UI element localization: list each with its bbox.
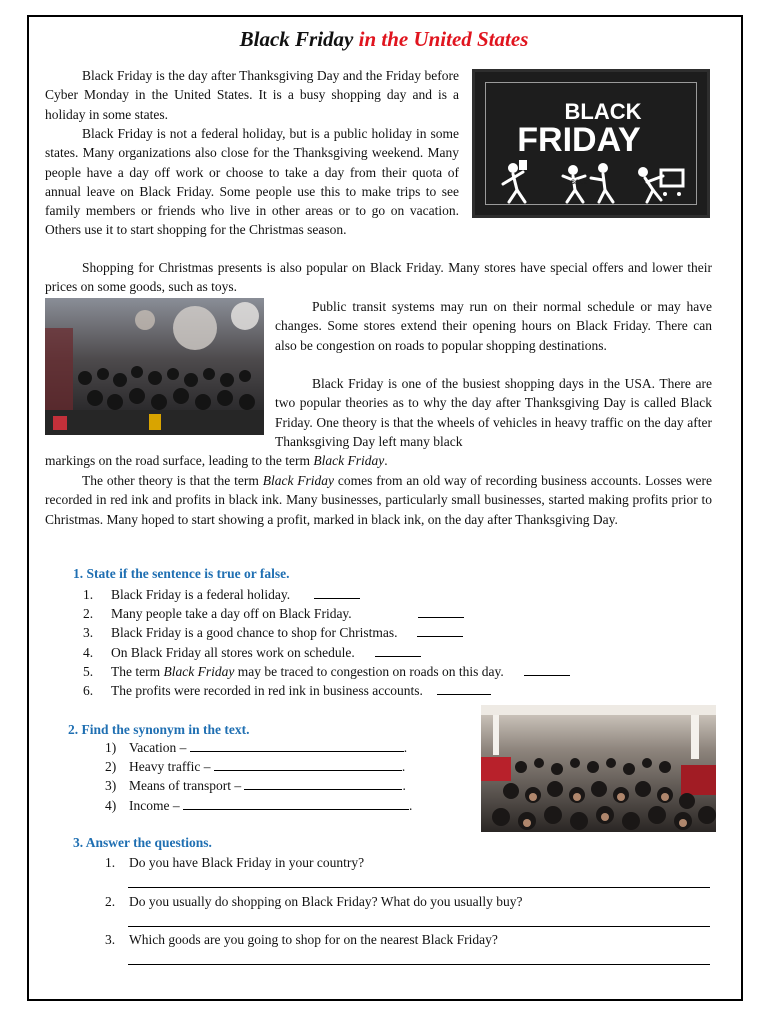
item-end: . — [403, 740, 408, 755]
paragraph-5: Black Friday is one of the busiest shopping days in the USA. There are two popular theories as to why the day after Thanksgiving Day is called Black Friday. One theory is that the wheels of vehicles in heavy traffic on the day after Thanksgiving Day left many black — [275, 376, 712, 449]
list-item — [83, 643, 570, 662]
logo-text-black: BLACK — [564, 99, 642, 124]
item-text: Do you usually do shopping on Black Friday? What do you usually buy? — [129, 894, 523, 909]
item-end: . — [408, 797, 413, 813]
item-number: 1. — [105, 855, 116, 870]
answer-blank[interactable] — [418, 605, 464, 618]
item-text: Many people take a day off on Black Friday. — [111, 606, 352, 622]
item-number: 2) — [105, 759, 117, 775]
crowd-photo-mall — [45, 298, 264, 435]
item-number: 1. — [83, 587, 94, 602]
task3-q1 — [105, 853, 364, 872]
paragraph-2: Black Friday is not a federal holiday, but is a public holiday in some states. Many organizations also close for the Thanksgiving weekend. Many people have a day off work or choose to take a day from their quota of annual leave on Black Friday. Some people use this to make trips to see family members or friends who live in other areas or to go on vacation. Others use it to start shopping for the Christmas season. — [45, 126, 459, 238]
title-red: in the United States — [358, 27, 529, 51]
item-number: 5. — [83, 663, 94, 679]
task3-q3 — [105, 930, 498, 949]
item-text: Which goods are you going to shop for on the nearest Black Friday? — [129, 932, 498, 947]
paragraph-1: Black Friday is the day after Thanksgiving Day and the Friday before Cyber Monday in the United States. It is a busy shopping day and is a holiday in some states. — [45, 68, 459, 122]
paragraph-6 — [45, 471, 712, 529]
item-text: The profits were recorded in red ink in business accounts. — [111, 683, 423, 699]
list-item — [83, 585, 570, 604]
list-item — [105, 757, 412, 776]
item-number: 1) — [105, 740, 117, 755]
item-number: 6. — [83, 683, 94, 699]
item-text: Income – — [129, 797, 183, 813]
item-term: Black Friday — [163, 663, 235, 679]
crowd-photo-image — [45, 298, 264, 435]
answer-blank[interactable] — [314, 586, 360, 599]
item-end: . — [401, 759, 406, 775]
list-item — [105, 796, 412, 815]
task3-heading: 3. Answer the questions. — [73, 835, 212, 850]
item-text: Means of transport – — [129, 778, 245, 794]
list-item — [83, 623, 570, 642]
item-number: 3. — [83, 625, 94, 641]
item-number: 4) — [105, 797, 117, 813]
answer-blank[interactable] — [190, 739, 404, 752]
task1-list — [83, 585, 570, 700]
page-title — [0, 27, 768, 52]
answer-blank[interactable] — [214, 758, 402, 771]
item-text: Heavy traffic – — [129, 759, 214, 775]
answer-blank[interactable] — [375, 644, 421, 657]
answer-line-3[interactable] — [128, 964, 710, 965]
list-item — [105, 738, 412, 757]
task3-q2 — [105, 892, 522, 911]
item-number: 3) — [105, 778, 117, 794]
item-number: 3. — [105, 932, 116, 947]
title-black: Black Friday — [239, 27, 354, 51]
item-text: On Black Friday all stores work on schedule. — [111, 644, 355, 660]
p6-term: Black Friday — [262, 473, 335, 488]
item-text: Black Friday is a good chance to shop for Christmas. — [111, 625, 398, 641]
p5-term: Black Friday — [313, 453, 385, 468]
p5-text: markings on the road surface, leading to the term — [45, 453, 314, 468]
p5-end: . — [384, 453, 388, 468]
item-number: 4. — [83, 644, 94, 660]
list-item — [83, 604, 570, 623]
answer-blank[interactable] — [417, 624, 463, 637]
list-item — [83, 662, 570, 681]
crowd-photo-store — [481, 705, 716, 832]
answer-blank[interactable] — [524, 663, 570, 676]
crowd-store-image — [481, 705, 716, 832]
p6-text-a: The other theory is that the term — [82, 473, 263, 488]
item-text: Vacation – — [129, 740, 190, 755]
item-number: 2. — [83, 606, 94, 622]
item-end: . — [402, 778, 406, 794]
item-number: 2. — [105, 894, 116, 909]
task1-heading: 1. State if the sentence is true or false. — [73, 566, 290, 581]
list-item — [105, 776, 412, 795]
answer-blank[interactable] — [437, 682, 491, 695]
paragraph-3: Shopping for Christmas presents is also popular on Black Friday. Many stores have special offers and lower their prices on some goods, such as toys. — [45, 260, 712, 295]
paragraph-4: Public transit systems may run on their normal schedule or may have changes. Some stores extend their opening hours on Black Friday. There can also be congestion on roads to popular shopping destinations. — [275, 299, 712, 353]
shopper-figures-icon — [503, 160, 683, 202]
answer-blank[interactable] — [183, 797, 409, 810]
answer-blank[interactable] — [244, 777, 402, 790]
answer-line-1[interactable] — [128, 887, 710, 888]
task2-list — [105, 738, 412, 815]
answer-line-2[interactable] — [128, 926, 710, 927]
logo-graphic — [475, 72, 707, 215]
item-text: Do you have Black Friday in your country? — [129, 855, 365, 870]
p6-text-b: comes from an old way of recording business accounts. Losses were recorded in red ink and profits in black ink. Many businesses, particularly small businesses, started making profits prior to Christmas. Many hoped to start showing a profit, marked in black ink, on the day after Thanksgiving Day. — [45, 473, 712, 527]
logo-text-friday: FRIDAY — [517, 121, 641, 159]
black-friday-logo — [472, 69, 710, 218]
item-text: may be traced to congestion on roads on this day. — [234, 663, 504, 679]
task2-heading: 2. Find the synonym in the text. — [68, 722, 250, 737]
item-text: Black Friday is a federal holiday. — [111, 587, 291, 602]
list-item — [83, 681, 570, 700]
item-text: The term — [111, 663, 164, 679]
logo-sale-tag: SALE — [570, 180, 588, 186]
paragraph-5-end — [45, 451, 712, 470]
